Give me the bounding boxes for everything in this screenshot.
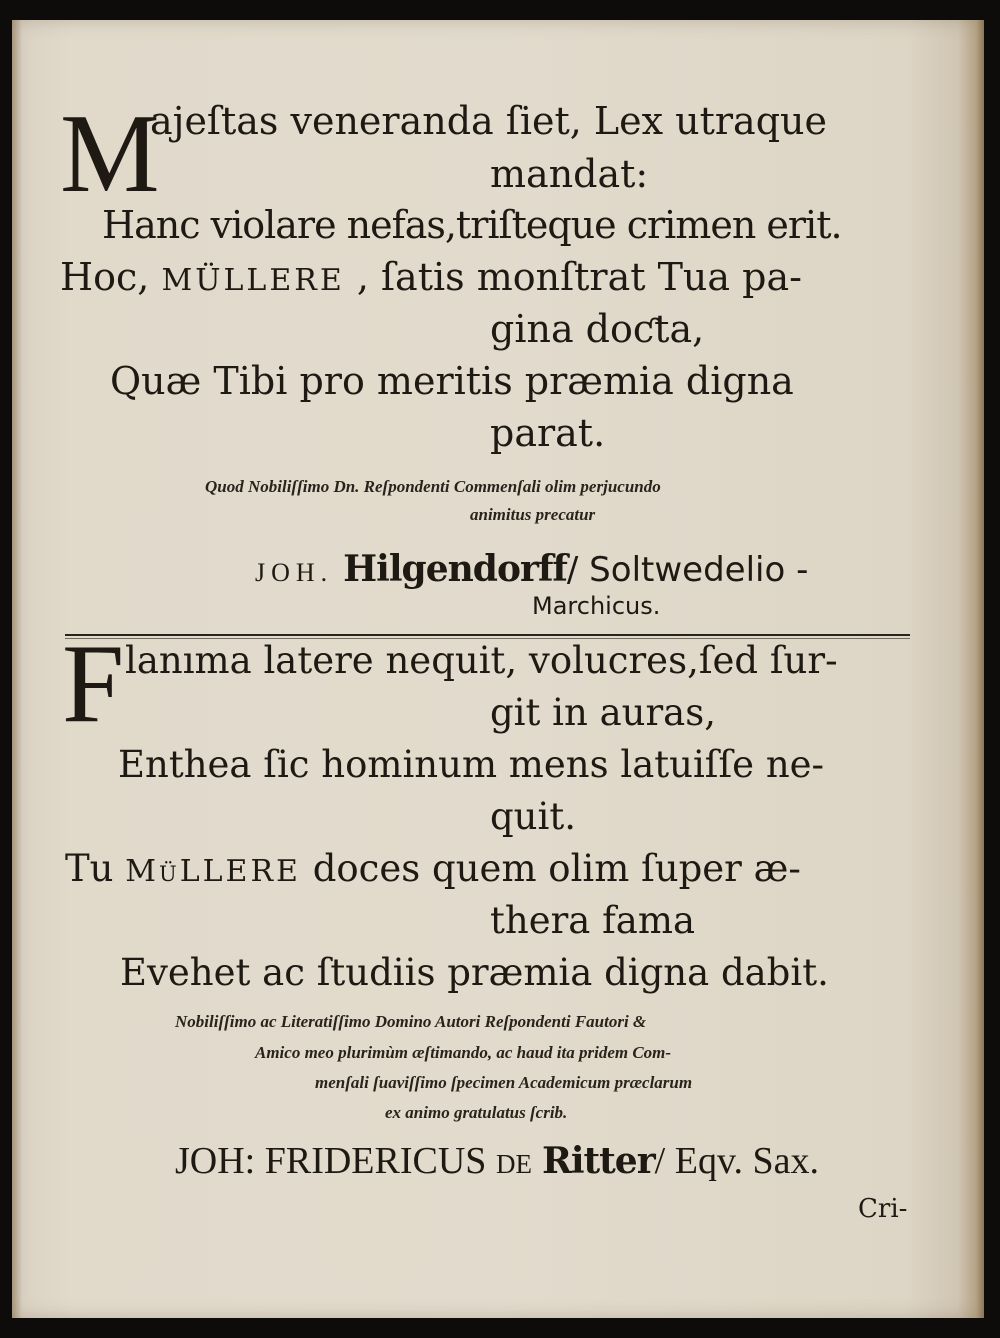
poem1-signature — [255, 548, 808, 588]
poem2-dedication-line-4: ex animo gratulatus ſcrib. — [385, 1103, 568, 1122]
poem2-signature-title: / Eqv. Sax. — [654, 1140, 819, 1182]
poem2-line-5 — [65, 847, 801, 890]
poem2-line-7: Evehet ac ſtudiis præmia digna dabit. — [120, 951, 829, 994]
poem1-signature-origin: / Soltwedelio - — [566, 550, 809, 590]
poem2-line-3: Enthea ſic hominum mens latuiſſe ne- — [118, 743, 825, 786]
poem1-line-2: mandat: — [490, 152, 649, 196]
poem1-line-4 — [60, 255, 802, 299]
poem2-line-5-name: MüLLERE — [125, 854, 301, 889]
poem1-signature-prefix: JOH. — [255, 558, 334, 587]
poem1-dedication-line-2: animitus precatur — [470, 505, 596, 524]
poem2-signature-prefix: JOH: FRIDERICUS de — [175, 1140, 532, 1182]
poem2-line-6: thera fama — [490, 899, 695, 942]
poem2-dedication-line-2: Amico meo plurimùm æſtimando, ac haud ita pridem Com- — [255, 1043, 672, 1062]
poem1-line-4-start: Hoc, — [60, 255, 150, 299]
poem1-line-7: parat. — [490, 411, 606, 455]
poem2-dropcap: F — [62, 622, 125, 746]
page-gutter-shadow — [958, 20, 984, 1318]
poem2-signature — [175, 1140, 819, 1180]
poem1-signature-surname: Hilgendorff — [343, 548, 567, 590]
poem1-line-5: gina doƈta, — [490, 307, 705, 351]
poem1-dropcap: M — [60, 92, 160, 216]
poem2-signature-surname: Ritter — [541, 1140, 655, 1182]
poem2-dedication-line-3: menſali ſuaviſſimo ſpecimen Academicum præclarum — [315, 1073, 693, 1092]
catchword: Cri- — [858, 1194, 908, 1224]
poem2-line-2: git in auras, — [490, 691, 716, 734]
poem1-dedication-line-1: Quod Nobiliſſimo Dn. Reſpondenti Commenſali olim perjucundo — [205, 477, 661, 496]
poem1-line-6: Quæ Tibi pro meritis præmia digna — [110, 359, 794, 403]
poem2-dedication-line-1: Nobiliſſimo ac Literatiſſimo Domino Autori Reſpondenti Fautori & — [175, 1012, 647, 1031]
poem2-line-5-end: doces quem olim ſuper æ- — [312, 847, 801, 890]
poem1-line-1: ajeſtas veneranda ſiet, Lex utraque — [150, 99, 827, 143]
poem1-line-3: Hanc violare nefas,triſteque crimen erit. — [102, 203, 842, 247]
poem1-signature-region: Marchicus. — [532, 592, 661, 620]
poem1-line-4-end: , ſatis monſtrat Tua pa- — [356, 255, 802, 299]
poem1-line-4-name: MÜLLERE — [161, 263, 345, 298]
poem2-line-1: lanıma latere nequit, volucres,ſed ſur- — [125, 639, 838, 682]
section-divider — [65, 634, 910, 636]
poem2-line-4: quit. — [490, 795, 576, 838]
page-left-edge — [12, 20, 22, 1318]
poem2-line-5-start: Tu — [65, 847, 114, 890]
